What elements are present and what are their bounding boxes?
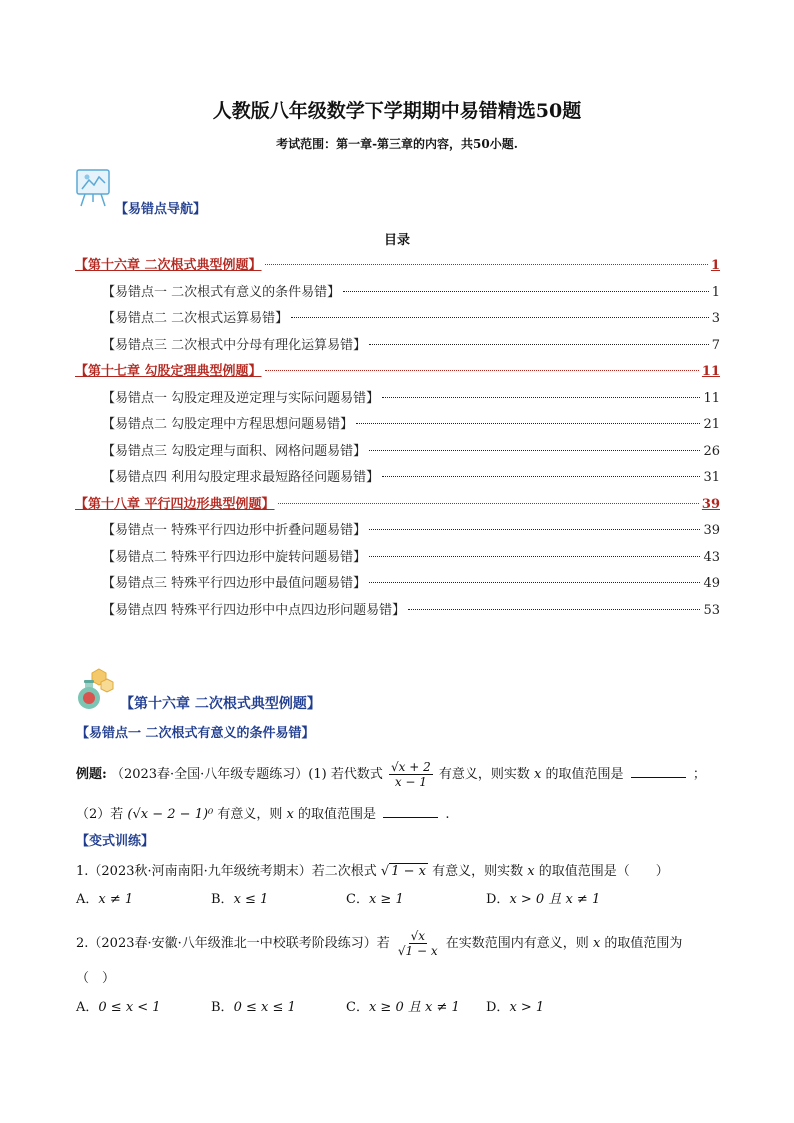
toc-item-entry[interactable] [75,413,720,440]
toc-page-number: 11 [703,390,720,406]
example-part2-mid: 有意义，则 [217,807,283,822]
toc-page-number: 31 [703,470,720,485]
option-letter: A． [76,1000,99,1015]
option-value: x ≠ 1 [98,892,134,907]
practice-label: 【变式训练】 [76,834,155,849]
q2-fraction [396,929,440,958]
toc-item-entry[interactable] [75,334,720,361]
example-line-1 [76,760,706,789]
toc-item-entry[interactable] [75,519,720,546]
nav-label: 【易错点导航】 [115,202,207,217]
option-c[interactable] [346,888,404,907]
toc-page-number: 49 [703,576,720,591]
option-letter: C． [346,892,369,907]
document-subtitle: 考试范围：第一章-第三章的内容，共50小题. [276,137,518,151]
q2-suffix: 在实数范围内有意义，则 [445,936,589,951]
toc-item-entry[interactable] [75,387,720,414]
toc-leader-dots [278,503,699,504]
toc-leader-dots [382,397,700,398]
option-value: 0 ≤ x ≤ 1 [233,1000,296,1015]
example-part2-prefix: （2）若 [76,807,124,822]
toc-entry-text: 【第十六章 二次根式典型例题】 [75,258,262,273]
toc-leader-dots [265,370,699,371]
toc-item-entry[interactable] [75,440,720,467]
toc-item-entry[interactable] [75,281,720,308]
subsection-heading: 【易错点一 二次根式有意义的条件易错】 [76,726,315,741]
toc-leader-dots [369,582,700,583]
option-a[interactable] [76,996,161,1015]
example-part1-tail: ； [692,767,706,782]
toc-entry-text: 【易错点四 利用勾股定理求最短路径问题易错】 [102,470,380,485]
option-letter: D． [486,1000,510,1015]
answer-blank-1 [631,766,686,778]
toc-entry-text: 【易错点一 二次根式有意义的条件易错】 [102,284,341,300]
toc-chapter-entry[interactable] [75,493,720,520]
variable-x: x [592,936,601,951]
presentation-board-icon [75,168,113,208]
toc-item-entry[interactable] [75,307,720,334]
option-letter: D． [486,892,510,907]
example-part2-end: 的取值范围是 [298,807,377,822]
option-letter: B． [211,1000,234,1015]
option-b[interactable] [211,888,268,907]
flask-icon [73,666,117,710]
q2-paren: （ ） [76,971,116,986]
option-value: x ≥ 0 且 x ≠ 1 [368,1000,460,1015]
question-1 [76,860,669,879]
toc-page-number: 39 [701,496,720,512]
example-part2-tail: . [445,807,450,822]
option-value: x ≤ 1 [233,892,269,907]
variable-x: x [286,807,294,822]
option-c[interactable] [346,996,460,1015]
toc-page-number: 7 [711,337,720,353]
toc-entry-text: 【易错点三 特殊平行四边形中最值问题易错】 [102,576,367,591]
q2-end: 的取值范围为 [604,936,683,951]
example-part1-suffix: 有意义，则实数 [438,767,530,782]
fraction-denominator: √1 − x [397,944,438,958]
toc-page-number: 1 [711,284,720,300]
toc-page-number: 53 [703,602,720,618]
toc-leader-dots [343,291,709,292]
option-value: x > 0 且 x ≠ 1 [509,892,601,907]
toc-leader-dots [369,556,700,557]
toc-entry-text: 【第十八章 平行四边形典型例题】 [75,496,275,512]
option-value: x > 1 [509,1000,545,1015]
option-value: x ≥ 1 [368,892,404,907]
example-line-2 [76,803,449,822]
example-label: 例题: [76,767,107,782]
example-part1-prefix: （2023春·全国·八年级专题练习）(1) 若代数式 [110,767,383,782]
option-b[interactable] [211,996,296,1015]
toc-entry-text: 【易错点二 勾股定理中方程思想问题易错】 [102,417,354,432]
option-d[interactable] [486,996,544,1015]
toc-entry-text: 【第十七章 勾股定理典型例题】 [75,364,262,379]
example-part2-expr: (√x − 2 − 1)⁰ [127,807,214,822]
toc-entry-text: 【易错点四 特殊平行四边形中中点四边形问题易错】 [102,602,406,618]
toc-entry-text: 【易错点三 勾股定理与面积、网格问题易错】 [102,443,367,459]
section-heading: 【第十六章 二次根式典型例题】 [120,696,321,712]
q1-sqrt: √ 1 − x [380,864,426,879]
fraction-denominator: x − 1 [394,775,427,789]
q1-prefix: 1.（2023秋·河南南阳·九年级统考期末）若二次根式 [76,864,377,879]
toc-entry-text: 【易错点一 勾股定理及逆定理与实际问题易错】 [102,390,380,406]
toc-page-number: 39 [703,523,720,538]
toc-chapter-entry[interactable] [75,360,720,387]
toc-page-number: 11 [701,364,720,379]
example-part1-end: 的取值范围是 [545,767,624,782]
toc-leader-dots [408,609,700,610]
toc-leader-dots [265,264,708,265]
option-value: 0 ≤ x < 1 [98,1000,161,1015]
table-of-contents [75,254,720,625]
toc-leader-dots [291,317,709,318]
toc-leader-dots [382,476,700,477]
toc-item-entry[interactable] [75,546,720,573]
option-a[interactable] [76,888,133,907]
toc-item-entry[interactable] [75,466,720,493]
toc-item-entry[interactable] [75,599,720,626]
toc-page-number: 26 [703,443,720,459]
variable-x: x [527,864,535,879]
document-title: 人教版八年级数学下学期期中易错精选50题 [212,100,582,122]
option-letter: A． [76,892,99,907]
toc-page-number: 21 [703,417,720,432]
variable-x: x [534,767,542,782]
q2-prefix: 2.（2023春·安徽·八年级淮北一中校联考阶段练习）若 [76,936,390,951]
toc-leader-dots [356,423,700,424]
q1-end: 的取值范围是（ ） [538,864,669,879]
fraction-numerator: √x + 2 [391,760,431,774]
answer-blank-2 [383,806,438,818]
option-d[interactable] [486,888,600,907]
toc-page-number: 43 [703,549,720,565]
question-2 [76,929,682,958]
toc-entry-text: 【易错点二 特殊平行四边形中旋转问题易错】 [102,549,367,565]
toc-entry-text: 【易错点一 特殊平行四边形中折叠问题易错】 [102,523,367,538]
example-fraction [389,760,433,789]
toc-leader-dots [369,344,709,345]
option-letter: C． [346,1000,369,1015]
toc-page-number: 1 [710,258,720,273]
q1-suffix: 有意义，则实数 [432,864,524,879]
toc-heading: 目录 [383,233,410,248]
fraction-numerator: √x [410,929,425,943]
q1-radicand: 1 − x [391,864,426,879]
toc-entry-text: 【易错点二 二次根式运算易错】 [102,311,289,326]
toc-chapter-entry[interactable] [75,254,720,281]
toc-page-number: 3 [711,311,720,326]
toc-leader-dots [369,450,700,451]
toc-item-entry[interactable] [75,572,720,599]
toc-leader-dots [369,529,700,530]
toc-entry-text: 【易错点三 二次根式中分母有理化运算易错】 [102,337,367,353]
option-letter: B． [211,892,234,907]
